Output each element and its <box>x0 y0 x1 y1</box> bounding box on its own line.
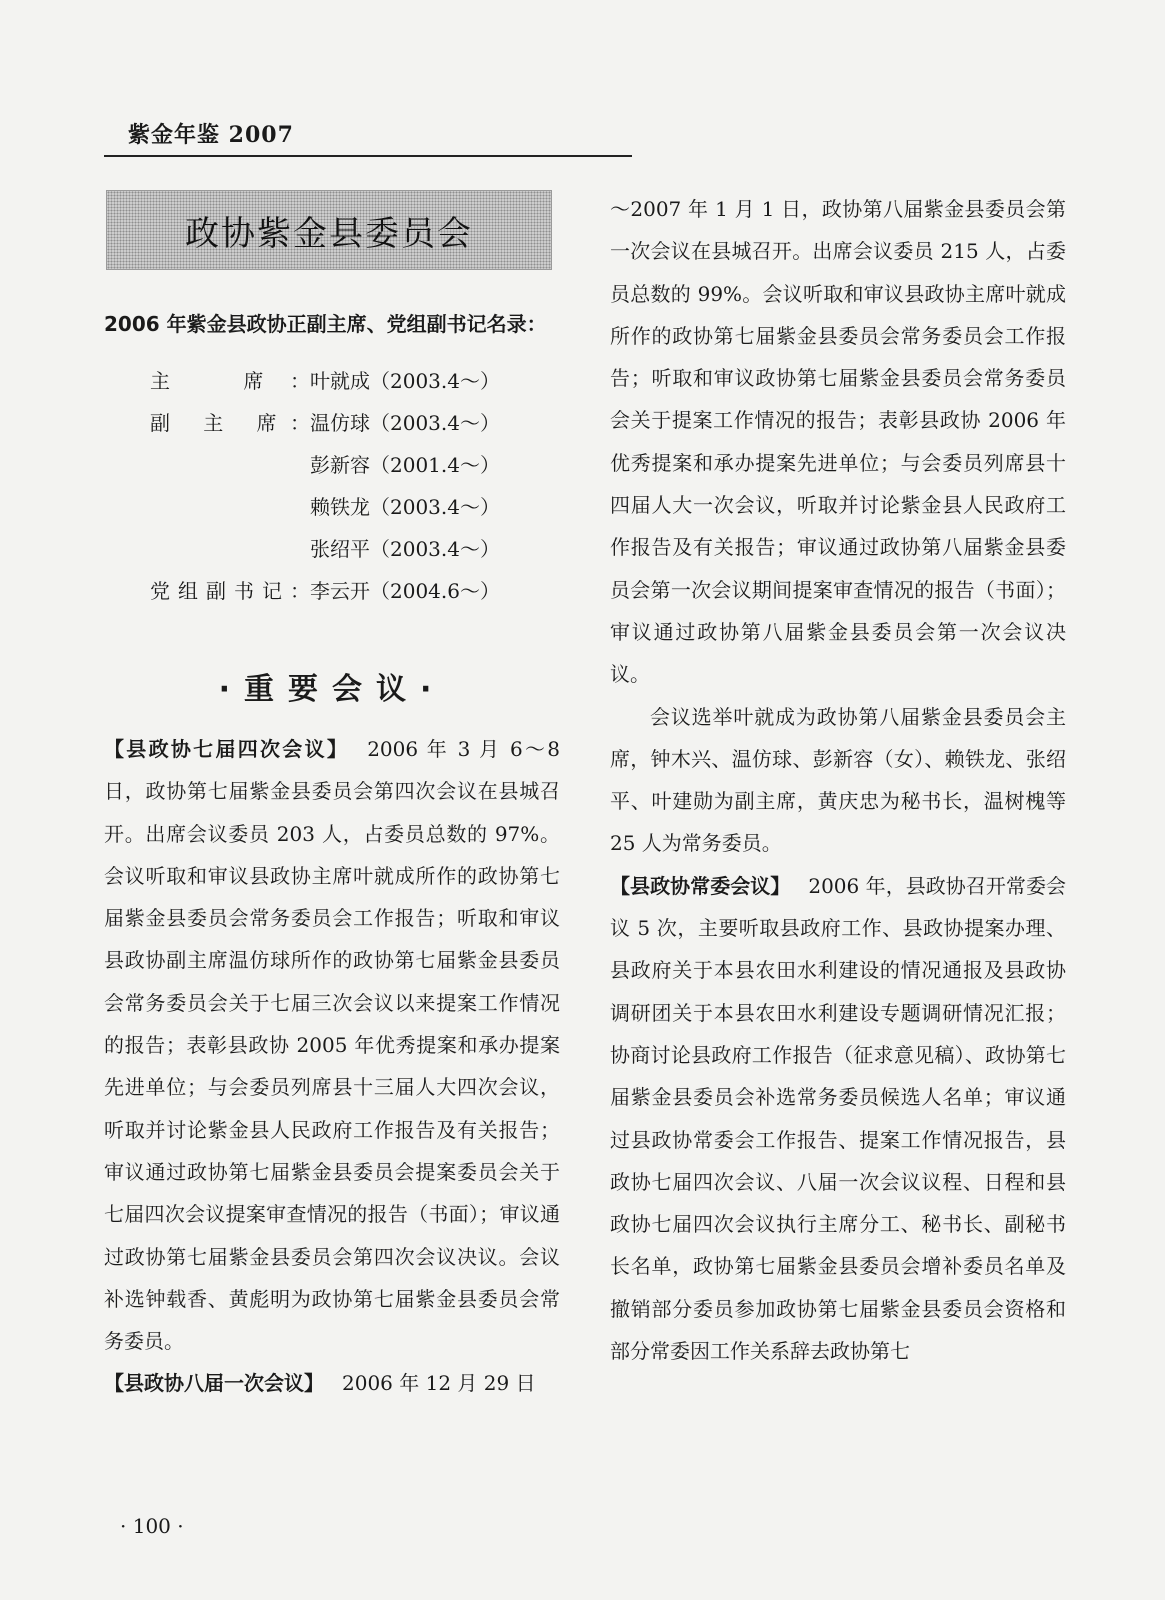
roster-row <box>104 528 560 570</box>
roster-role <box>104 444 310 486</box>
header-rule <box>104 155 632 157</box>
entry-standing-committee <box>610 865 1066 1373</box>
roster-name: 李云开（2004.6～） <box>310 579 500 603</box>
roster-name: 赖铁龙（2003.4～） <box>310 495 500 519</box>
entry-text: 2006 年，县政协召开常委会议 5 次，主要听取县政府工作、县政协提案办理、县政府关于本县农田水利建设的情况通报及县政协调研团关于本县农田水利建设专题调研情况汇报；协商讨论县政府工作报告（征求意见稿）、政协第七届紫金县委员会补选常务委员候选人名单；审议通过县政协常委会工作报告、提案工作情况报告，县政协七届四次会议、八届一次会议议程、日程和县政协七届四次会议执行主席分工、秘书长、副秘书长名单，政协第七届紫金县委员会增补委员名单及撤销部分委员参加政协第七届紫金县委员会资格和部分常委因工作关系辞去政协第七 <box>610 873 1067 1364</box>
entry-lead: 【县政协常委会议】 <box>610 873 791 898</box>
roster-name: 张绍平（2003.4～） <box>310 537 500 561</box>
left-column <box>104 302 560 1405</box>
entry-text: 2006 年 3 月 6～8 日，政协第七届紫金县委员会第四次会议在县城召开。出席会议委员 203 人，占委员总数的 97%。会议听取和审议县政协主席叶就成所作的政协第七届紫金县委员会常务委员会工作报告；听取和审议县政协副主席温仿球所作的政协第七届紫金县委员会常务委员会关于七届三次会议以来提案工作情况的报告；表彰县政协 2005 年优秀提案和承办提案先进单位；与会委员列席县十三届人大四次会议，听取并讨论紫金县人民政府工作报告及有关报告；审议通过政协第七届紫金县委员会提案委员会关于七届四次会议提案审查情况的报告（书面）；审议通过政协第七届紫金县委员会第四次会议决议。会议补选钟载香、黄彪明为政协第七届紫金县委员会常务委员。 <box>104 737 560 1354</box>
right-column <box>610 188 1066 1372</box>
roster-row <box>104 402 560 444</box>
running-head: 紫金年鉴 2007 <box>128 122 294 148</box>
roster-role: 副 主 席： <box>150 411 310 435</box>
roster-role <box>104 528 310 570</box>
roster-name: 叶就成（2003.4～） <box>310 369 500 393</box>
entry-eighth-first-continued: ～2007 年 1 月 1 日，政协第八届紫金县委员会第一次会议在县城召开。出席会议委员 215 人，占委员总数的 99%。会议听取和审议县政协主席叶就成所作的政协第七届紫金县委员会常务委员会工作报告；听取和审议政协第七届紫金县委员会常务委员会关于提案工作情况的报告；表彰县政协 2006 年优秀提案和承办提案先进单位；与会委员列席县十四届人大一次会议，听取并讨论紫金县人民政府工作报告及有关报告；审议通过政协第八届紫金县委员会第一次会议期间提案审查情况的报告（书面）；审议通过政协第八届紫金县委员会第一次会议决议。 <box>610 197 1066 687</box>
roster-name: 彭新容（2001.4～） <box>310 453 500 477</box>
roster-row <box>104 486 560 528</box>
page-number: · 100 · <box>120 1514 184 1538</box>
election-paragraph: 会议选举叶就成为政协第八届紫金县委员会主席，钟木兴、温仿球、彭新容（女）、赖铁龙、张绍平、叶建勋为副主席，黄庆忠为秘书长，温树槐等 25 人为常务委员。 <box>610 704 1066 856</box>
entry-text: 2006 年 12 月 29 日 <box>342 1371 536 1396</box>
section-title-box <box>106 190 552 270</box>
roster-title: 2006 年紫金县政协正副主席、党组副书记名录： <box>104 312 547 336</box>
meetings-heading: ·重要会议· <box>218 672 446 707</box>
entry-seventh-fourth-session <box>104 728 560 1362</box>
roster-row <box>104 360 560 402</box>
roster-row <box>104 570 560 612</box>
roster-name: 温仿球（2003.4～） <box>310 411 500 435</box>
roster-list <box>104 360 560 612</box>
entry-lead: 【县政协八届一次会议】 <box>104 1371 324 1396</box>
roster-role <box>104 486 310 528</box>
section-title: 政协紫金县委员会 <box>185 213 473 254</box>
entry-lead: 【县政协七届四次会议】 <box>104 737 350 761</box>
roster-row <box>104 444 560 486</box>
entry-eighth-first-session <box>104 1362 560 1404</box>
roster-role: 党组副书记： <box>150 579 310 603</box>
roster-role: 主 席： <box>150 369 310 393</box>
